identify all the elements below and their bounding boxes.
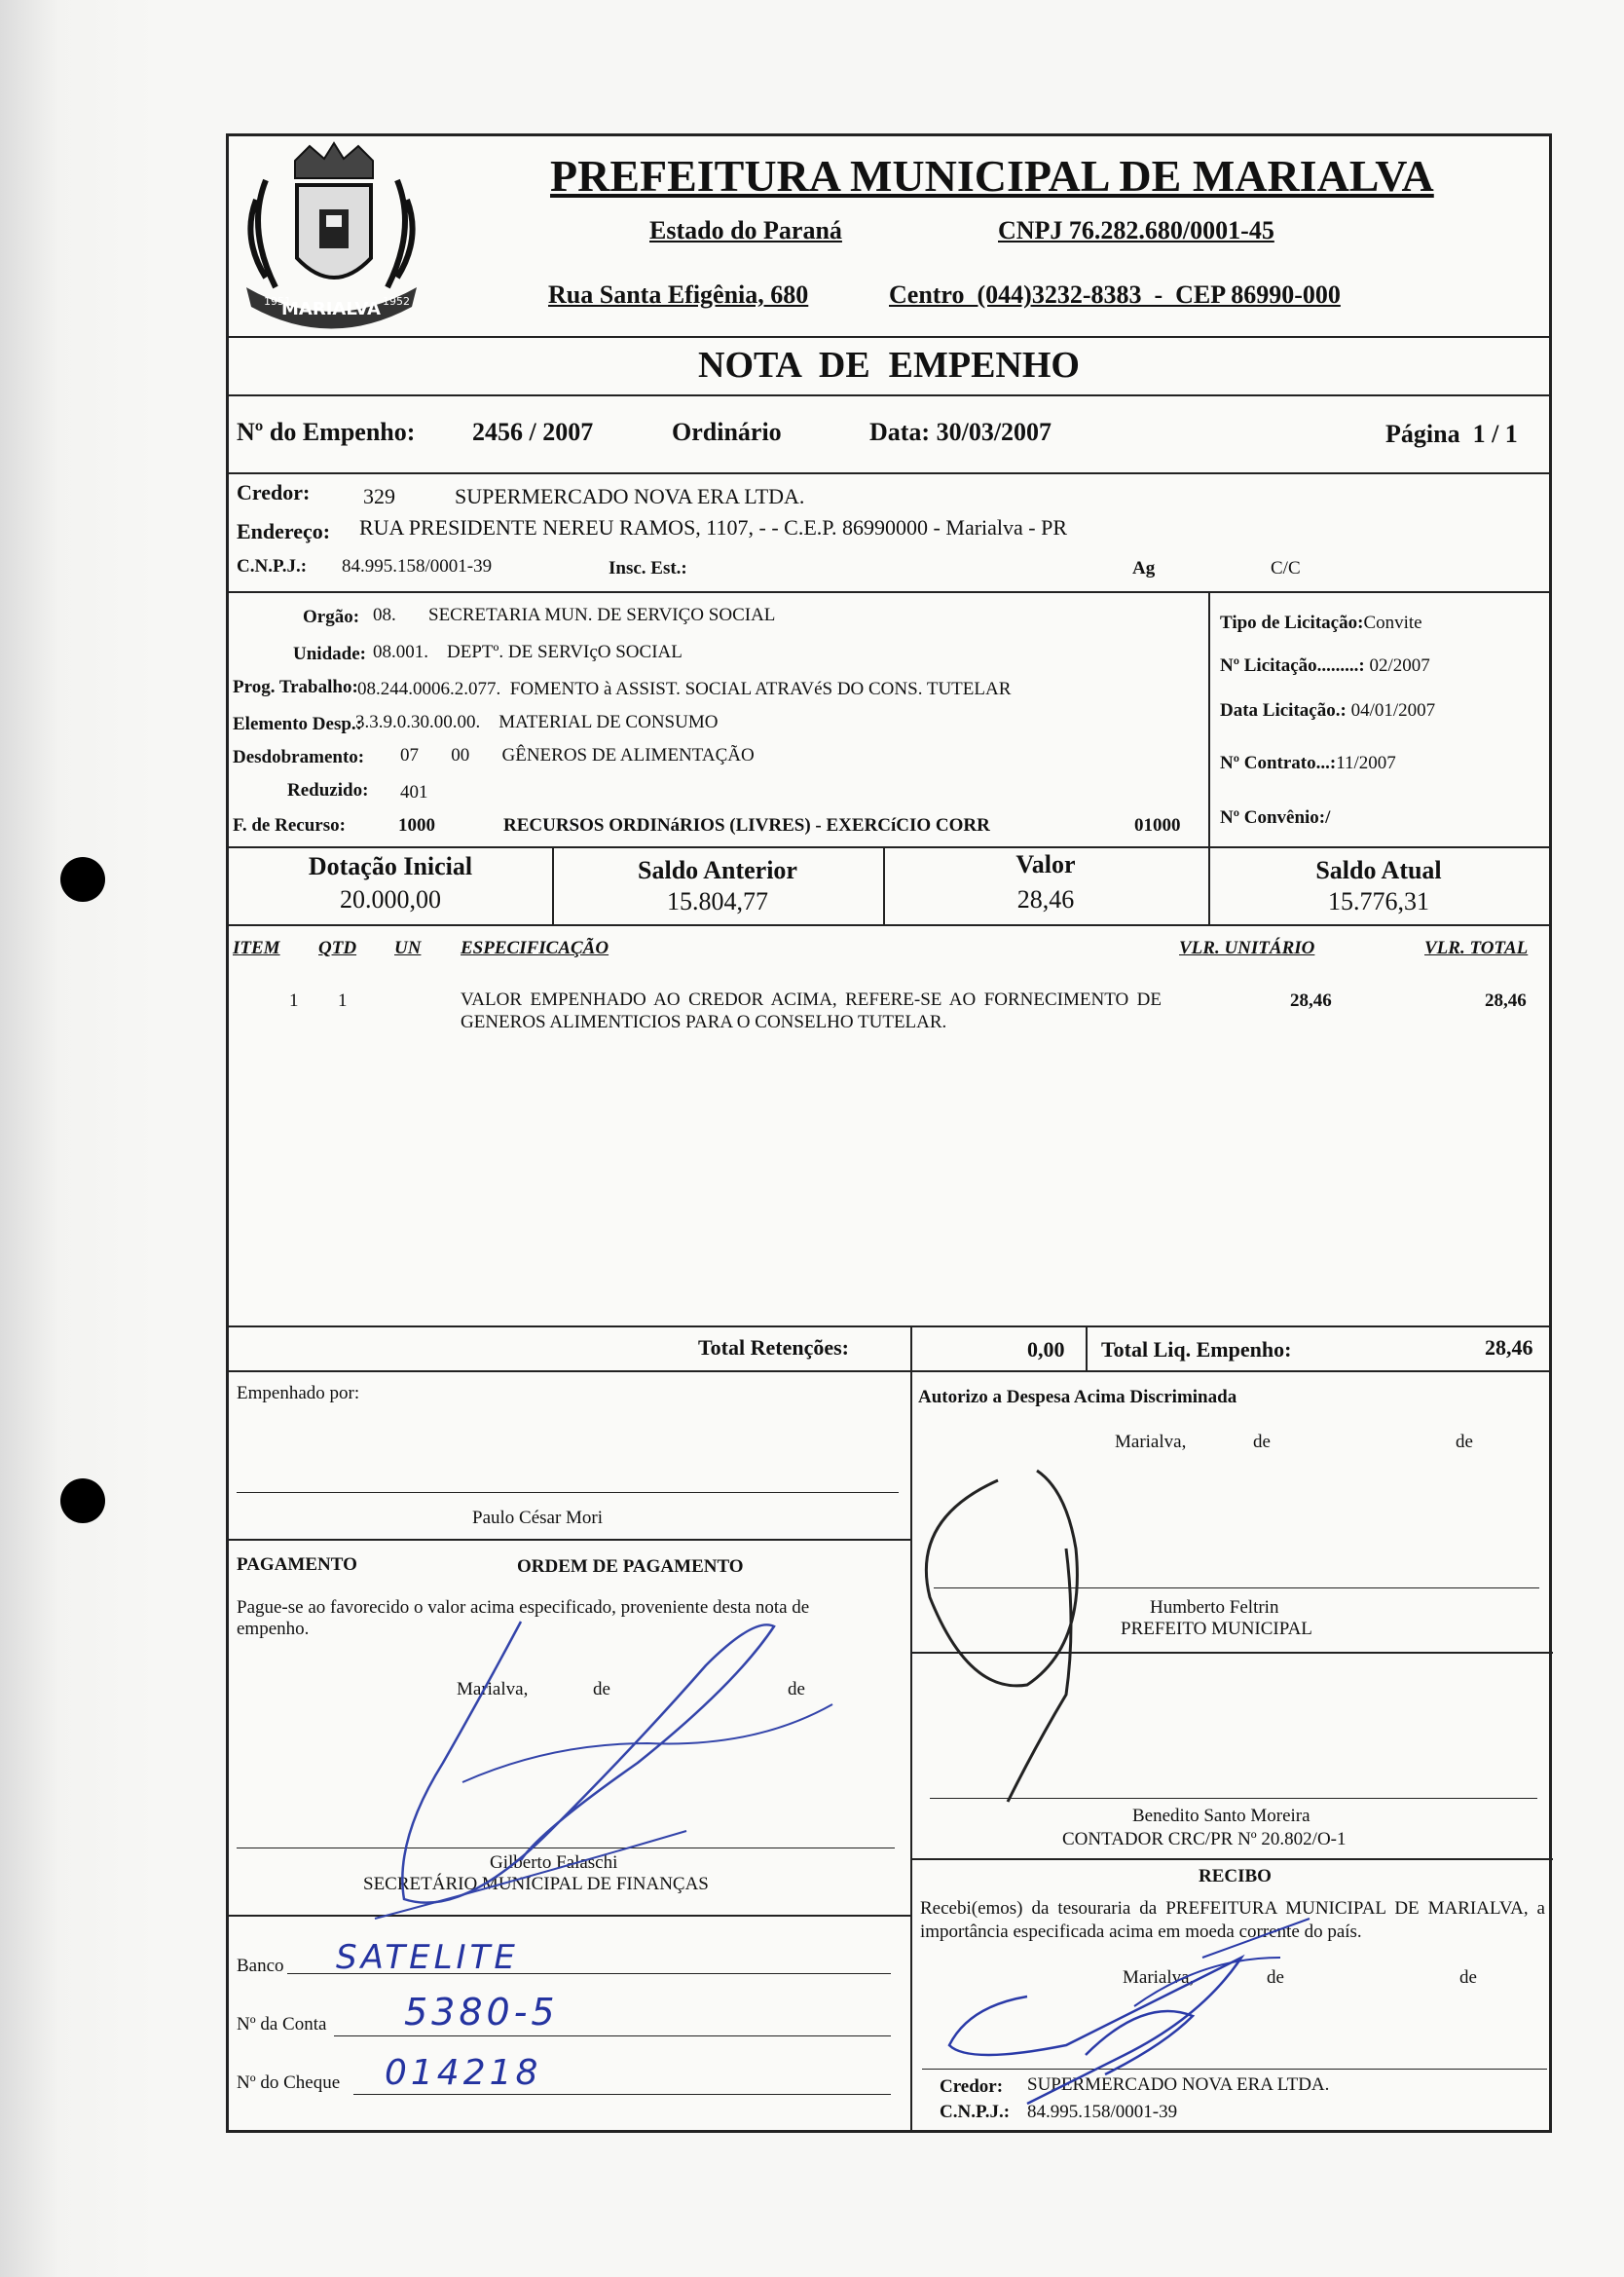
nota-de-empenho-form	[226, 133, 1552, 2133]
item-spec: VALOR EMPENHADO AO CREDOR ACIMA, REFERE-SE AO FORNECIMENTO DE GENEROS ALIMENTICIOS PARA O CONSELHO TUTELAR.	[461, 989, 1162, 1032]
ag-label: Ag	[1132, 558, 1156, 579]
autorizo-place: Marialva,	[1115, 1432, 1187, 1452]
col-total: VLR. TOTAL	[1424, 938, 1529, 958]
cheque-label: Nº do Cheque	[237, 2072, 341, 2093]
punch-hole-icon	[60, 857, 105, 902]
conta-label: Nº da Conta	[237, 2014, 327, 2034]
credor-code: 329	[363, 484, 395, 508]
recurso-label: F. de Recurso:	[233, 815, 346, 836]
ordem-label: ORDEM DE PAGAMENTO	[517, 1556, 744, 1577]
empenhado-label: Empenhado por:	[237, 1383, 360, 1403]
unidade-value: 08.001. DEPTº. DE SERVIçO SOCIAL	[373, 642, 683, 662]
item-total-value: 28,46	[1485, 990, 1527, 1011]
pagamento-de1: de	[593, 1679, 610, 1699]
doc-title-row	[229, 338, 1549, 396]
credor-cnpj: 84.995.158/0001-39	[342, 556, 493, 577]
unidade-label: Unidade:	[293, 644, 366, 664]
col-un: UN	[394, 938, 422, 958]
empenho-date: Data: 30/03/2007	[869, 418, 1052, 446]
recibo-de1: de	[1267, 1967, 1284, 1988]
address-label: Endereço:	[237, 519, 331, 543]
item-number: 1	[289, 990, 299, 1011]
credor-address: RUA PRESIDENTE NEREU RAMOS, 1107, - - C.E.P. 86990000 - Marialva - PR	[359, 515, 1068, 540]
header	[229, 136, 1549, 338]
conta-value: 5380-5	[404, 1991, 559, 2034]
prefeito-title: PREFEITO MUNICIPAL	[1121, 1619, 1312, 1639]
header-address: Centro (044)3232-8383 - CEP 86990-000	[889, 280, 1341, 309]
doc-title: NOTA DE EMPENHO	[698, 345, 1080, 386]
pagamento-place: Marialva,	[457, 1679, 529, 1699]
banco-label: Banco	[237, 1956, 284, 1976]
credor-label: Credor:	[237, 480, 311, 504]
item-qtd: 1	[338, 990, 348, 1011]
convenio: Nº Convênio:/	[1220, 807, 1331, 828]
empenho-label: Nº do Empenho:	[237, 418, 416, 446]
recurso-code: 1000	[398, 815, 435, 836]
col-unit: VLR. UNITÁRIO	[1179, 938, 1315, 958]
licitacao-num: Nº Licitação.........: 02/2007	[1220, 655, 1430, 676]
recibo-cnpj-label: C.N.P.J.:	[940, 2102, 1011, 2122]
state-label: Estado do Paraná	[649, 216, 842, 244]
col-item: ITEM	[233, 938, 280, 958]
cc-label: C/C	[1271, 558, 1301, 579]
pagamento-de2: de	[788, 1679, 805, 1699]
credor-name: SUPERMERCADO NOVA ERA LTDA.	[455, 484, 805, 508]
saldo-label: Saldo Anterior	[638, 856, 797, 884]
header-cnpj: CNPJ 76.282.680/0001-45	[998, 216, 1274, 244]
saldo-label: Saldo Atual	[1315, 856, 1442, 884]
recibo-place: Marialva,	[1123, 1967, 1195, 1988]
totals-row	[229, 1327, 1549, 1372]
recibo-credor: SUPERMERCADO NOVA ERA LTDA.	[1027, 2074, 1330, 2095]
credor-section	[229, 474, 1549, 593]
page-title: PREFEITURA MUNICIPAL DE MARIALVA	[550, 151, 1434, 201]
elemento-label: Elemento Desp.:	[233, 714, 362, 734]
autorizo-de2: de	[1456, 1432, 1473, 1452]
saldo-value: 15.804,77	[667, 887, 768, 915]
pagamento-label: PAGAMENTO	[237, 1554, 357, 1575]
punch-hole-icon	[60, 1478, 105, 1523]
col-qtd: QTD	[318, 938, 357, 958]
recibo-credor-label: Credor:	[940, 2076, 1004, 2097]
orgao-label: Orgão:	[303, 607, 360, 627]
pagamento-signer: Gilberto Falaschi	[490, 1852, 618, 1873]
pagamento-signer-title: SECRETÁRIO MUNICIPAL DE FINANÇAS	[363, 1874, 709, 1894]
reduzido-value: 401	[400, 782, 428, 803]
recibo-text: Recebi(emos) da tesouraria da PREFEITURA MUNICIPAL DE MARIALVA, a importância especificada acima em moeda corrente do país.	[920, 1898, 1545, 1942]
budget-section	[229, 593, 1549, 848]
prog-value: 08.244.0006.2.077. FOMENTO à ASSIST. SOCIAL ATRAVéS DO CONS. TUTELAR	[357, 679, 1012, 699]
reduzido-label: Reduzido:	[287, 780, 369, 801]
crest-year-right: 1952	[383, 295, 410, 308]
insc-label: Insc. Est.:	[609, 558, 687, 579]
saldo-label: Dotação Inicial	[308, 852, 473, 880]
prog-label: Prog. Trabalho:	[233, 677, 358, 697]
recurso-desc: RECURSOS ORDINáRIOS (LIVRES) - EXERCíCIO CORR	[503, 815, 990, 836]
orgao-value: 08. SECRETARIA MUN. DE SERVIÇO SOCIAL	[373, 605, 776, 625]
banco-value: SATELITE	[336, 1938, 519, 1977]
liq-label: Total Liq. Empenho:	[1101, 1337, 1292, 1362]
saldos-row	[229, 848, 1549, 926]
crest-year-left: 1951	[264, 295, 291, 308]
desdobramento-label: Desdobramento:	[233, 747, 365, 767]
contador-title: CONTADOR CRC/PR Nº 20.802/O-1	[1062, 1829, 1347, 1849]
empenhado-name: Paulo César Mori	[472, 1508, 604, 1528]
col-spec: ESPECIFICAÇÃO	[461, 938, 609, 958]
saldo-value: 20.000,00	[340, 885, 441, 914]
retencoes-label: Total Retenções:	[698, 1335, 849, 1360]
header-street: Rua Santa Efigênia, 680	[548, 280, 809, 309]
licitacao-data: Data Licitação.: 04/01/2007	[1220, 700, 1436, 721]
retencoes-value: 0,00	[1027, 1337, 1065, 1362]
empenho-number: 2456 / 2007	[472, 418, 594, 446]
liq-value: 28,46	[1485, 1335, 1533, 1360]
saldo-label: Valor	[1015, 850, 1076, 878]
recurso-num: 01000	[1134, 815, 1181, 836]
elemento-value: 3.3.9.0.30.00.00. MATERIAL DE CONSUMO	[355, 712, 719, 732]
item-unit-value: 28,46	[1290, 990, 1332, 1011]
empenho-type: Ordinário	[672, 418, 782, 446]
municipal-crest-icon	[237, 141, 426, 334]
cnpj-label: C.N.P.J.:	[237, 556, 308, 577]
licitacao-tipo: Tipo de Licitação:Convite	[1220, 613, 1422, 633]
contador-name: Benedito Santo Moreira	[1132, 1806, 1310, 1826]
contrato: Nº Contrato...:11/2007	[1220, 753, 1396, 773]
pagamento-text: Pague-se ao favorecido o valor acima especificado, proveniente desta nota de empenho.	[237, 1597, 810, 1639]
cheque-value: 014218	[385, 2053, 542, 2093]
recibo-title: RECIBO	[1199, 1866, 1272, 1886]
saldo-value: 28,46	[1016, 885, 1075, 914]
items-section	[229, 926, 1549, 1327]
recibo-cnpj: 84.995.158/0001-39	[1027, 2102, 1178, 2122]
page-number: Página 1 / 1	[1385, 420, 1518, 448]
crest-banner-text: MARIALVA	[281, 299, 381, 319]
empenho-row	[229, 396, 1549, 474]
autorizo-label: Autorizo a Despesa Acima Discriminada	[918, 1387, 1237, 1407]
recibo-de2: de	[1459, 1967, 1477, 1988]
autorizo-de1: de	[1253, 1432, 1271, 1452]
prefeito-name: Humberto Feltrin	[1150, 1597, 1279, 1618]
desdobramento-value: 07 00 GÊNEROS DE ALIMENTAÇÃO	[400, 745, 755, 765]
saldo-value: 15.776,31	[1328, 887, 1429, 915]
